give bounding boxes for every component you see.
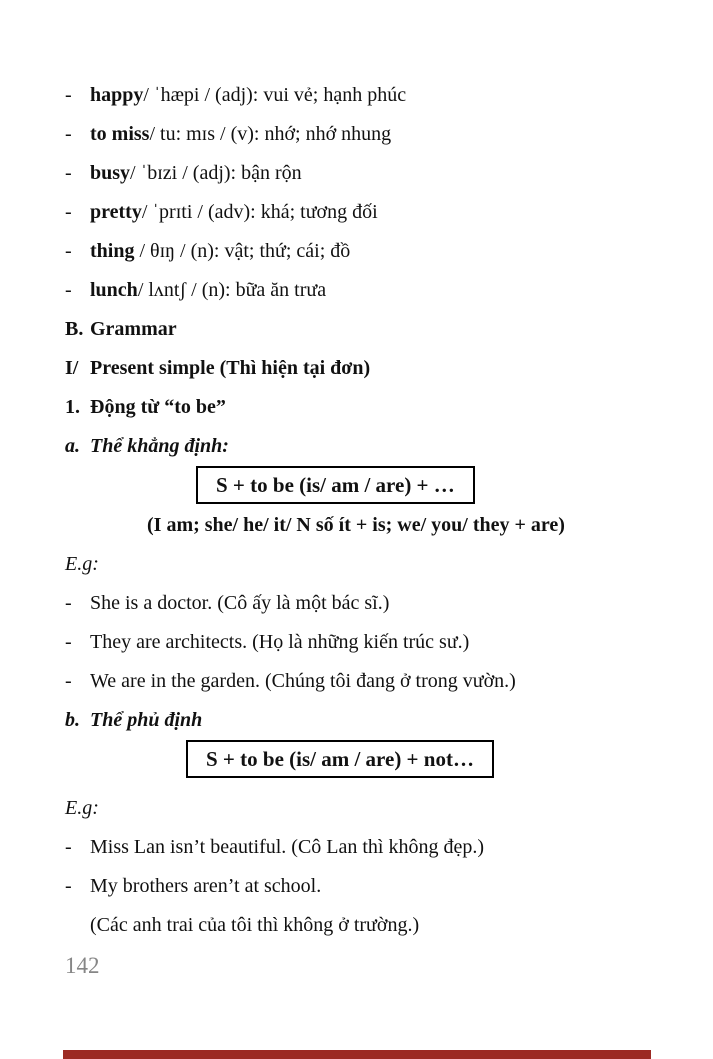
example-text: Miss Lan isn’t beautiful. (Cô Lan thì không đẹp.) xyxy=(90,836,485,858)
vocab-word: lunch xyxy=(90,279,138,301)
example-continuation: (Các anh trai của tôi thì không ở trường.) xyxy=(90,914,420,936)
page-number: 142 xyxy=(65,953,100,978)
vocab-word: pretty xyxy=(90,201,142,223)
vocab-detail: / ˈhæpi / (adj): vui vẻ; hạnh phúc xyxy=(143,84,407,106)
formula-note: (I am; she/ he/ it/ N số ít + is; we/ you/ they + are) xyxy=(147,514,565,536)
bullet-dash: - xyxy=(65,162,72,184)
vocab-detail: / θɪŋ / (n): vật; thứ; cái; đồ xyxy=(134,240,351,262)
formula-row-affirmative xyxy=(65,466,663,506)
bullet-dash: - xyxy=(65,592,72,614)
bullet-dash: - xyxy=(65,631,72,653)
example-text: We are in the garden. (Chúng tôi đang ở trong vườn.) xyxy=(90,670,516,692)
section-heading-verb-to-be xyxy=(65,388,663,427)
section-heading-present-simple xyxy=(65,349,663,388)
vocab-item xyxy=(65,154,663,193)
vocab-detail: / ˈbɪzi / (adj): bận rộn xyxy=(130,162,302,184)
formula-box-affirmative: S + to be (is/ am / are) + … xyxy=(196,466,475,504)
section-heading-grammar xyxy=(65,310,663,349)
subsection-title: Thể phủ định xyxy=(90,709,203,731)
eg-label: E.g: xyxy=(65,553,99,575)
vocab-detail: / ˈprɪti / (adv): khá; tương đối xyxy=(141,201,378,223)
bullet-dash: - xyxy=(65,875,72,897)
vocab-item xyxy=(65,76,663,115)
example-text: My brothers aren’t at school. xyxy=(90,875,322,897)
examples-label xyxy=(65,789,663,828)
section-label: B. xyxy=(65,318,84,340)
vocab-text xyxy=(90,271,663,310)
example-item xyxy=(65,662,663,701)
page-content xyxy=(65,76,663,945)
example-text: She is a doctor. (Cô ấy là một bác sĩ.) xyxy=(90,592,390,614)
vocab-text xyxy=(90,115,663,154)
bullet-dash: - xyxy=(65,836,72,858)
formula-box-negative: S + to be (is/ am / are) + not… xyxy=(186,740,494,778)
subsection-negative xyxy=(65,701,663,740)
vocab-item xyxy=(65,232,663,271)
bottom-red-bar xyxy=(63,1050,651,1059)
bullet-dash: - xyxy=(65,201,72,223)
section-title: Động từ “to be” xyxy=(90,396,226,418)
section-title: Present simple (Thì hiện tại đơn) xyxy=(90,357,371,379)
examples-label xyxy=(65,545,663,584)
vocab-text xyxy=(90,76,663,115)
vocab-text xyxy=(90,154,663,193)
bullet-dash: - xyxy=(65,279,72,301)
bullet-dash: - xyxy=(65,240,72,262)
vocab-detail: / tu: mɪs / (v): nhớ; nhớ nhung xyxy=(149,123,392,145)
vocab-word: thing xyxy=(90,240,135,262)
subsection-label: b. xyxy=(65,709,80,731)
vocab-item xyxy=(65,115,663,154)
vocab-item xyxy=(65,193,663,232)
subsection-title: Thể khẳng định: xyxy=(90,435,229,457)
eg-label: E.g: xyxy=(65,797,99,819)
section-label: I/ xyxy=(65,357,79,379)
example-item xyxy=(65,867,663,906)
formula-row-negative xyxy=(65,740,663,780)
bullet-dash: - xyxy=(65,84,72,106)
section-label: 1. xyxy=(65,396,80,418)
subsection-label: a. xyxy=(65,435,80,457)
example-item xyxy=(65,584,663,623)
example-item xyxy=(65,828,663,867)
vocab-item xyxy=(65,271,663,310)
example-item xyxy=(65,623,663,662)
example-text: They are architects. (Họ là những kiến trúc sư.) xyxy=(90,631,470,653)
subsection-affirmative xyxy=(65,427,663,466)
section-title: Grammar xyxy=(90,318,177,340)
vocab-detail: / lʌntʃ / (n): bữa ăn trưa xyxy=(137,279,327,301)
bullet-dash: - xyxy=(65,670,72,692)
vocab-text xyxy=(90,193,663,232)
vocab-word: to miss xyxy=(90,123,150,145)
vocab-word: busy xyxy=(90,162,131,184)
vocab-word: happy xyxy=(90,84,144,106)
bullet-dash: - xyxy=(65,123,72,145)
vocab-text xyxy=(90,232,663,271)
